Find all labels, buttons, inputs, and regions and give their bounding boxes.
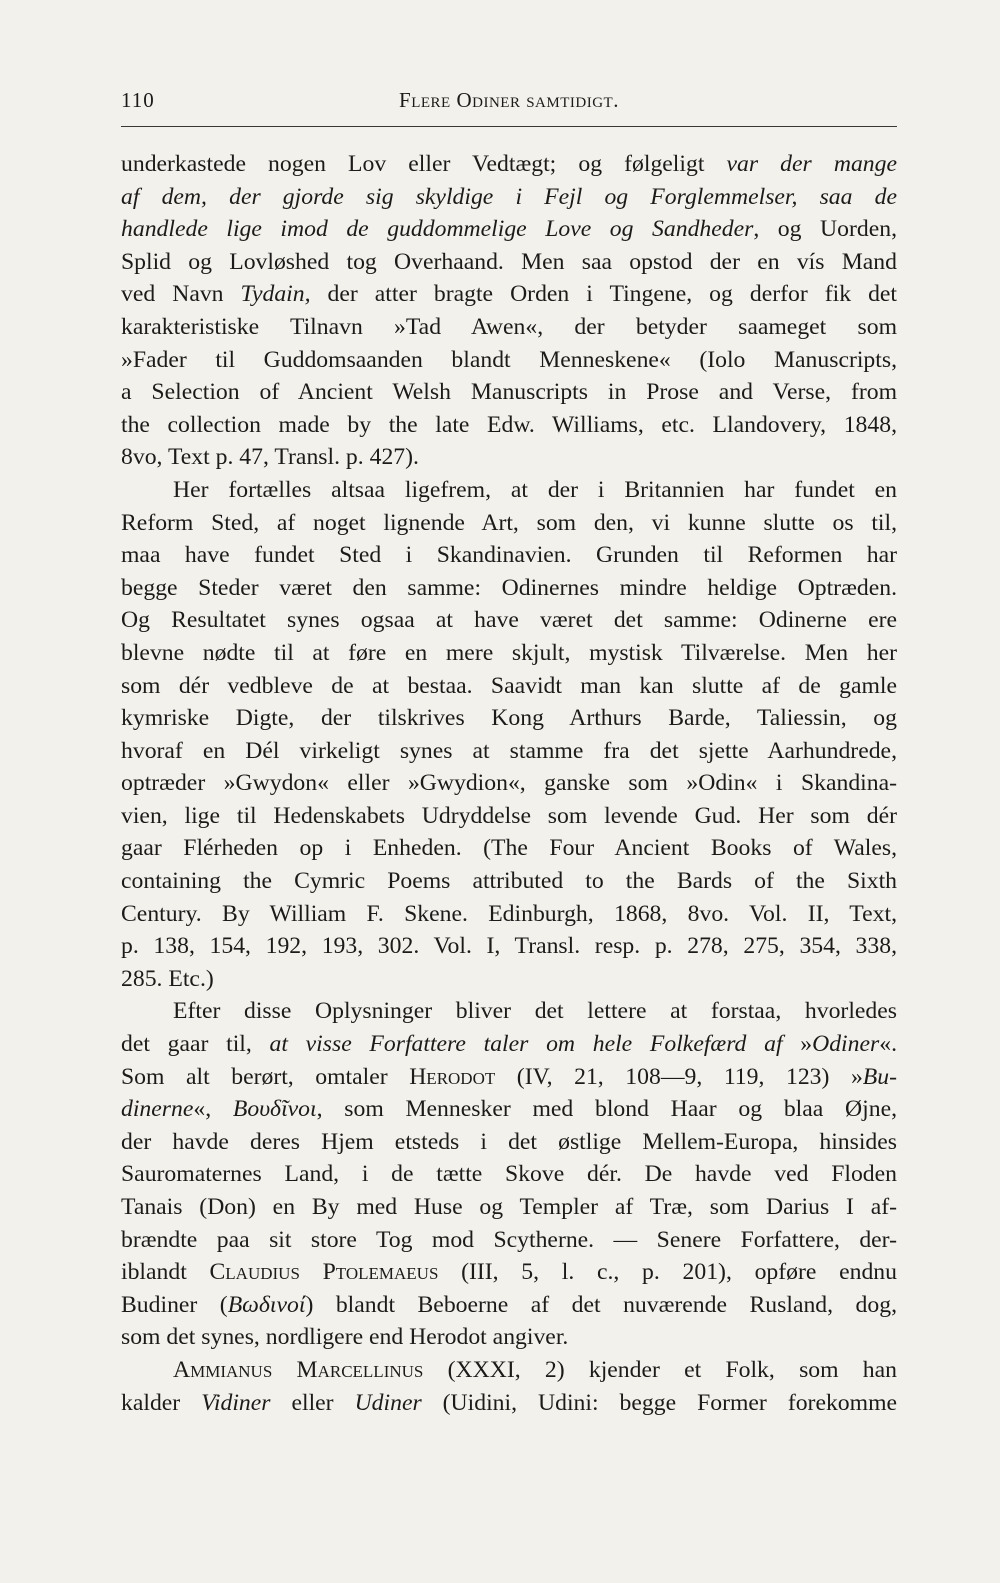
text-segment: Budiner (	[121, 1291, 228, 1318]
text-line	[121, 1061, 897, 1094]
italic-text: dinerne	[121, 1096, 194, 1123]
text-line	[121, 1354, 897, 1387]
text-segment: det gaar til,	[121, 1031, 270, 1058]
text-line	[121, 767, 897, 800]
text-line	[121, 930, 897, 963]
italic-text: af dem, der gjorde sig skyldige i Fejl og Forglemmelser, saa de	[121, 183, 897, 210]
text-line	[121, 735, 897, 768]
text-segment: eller	[270, 1389, 355, 1416]
text-line	[121, 148, 897, 181]
text-segment: containing the Cymric Poems attributed to the Bards of the Sixth	[121, 868, 897, 895]
text-segment: Splid og Lovløshed tog Overhaand. Men saa opstod der en vís Mand	[121, 248, 897, 275]
page-header	[121, 88, 897, 122]
text-line	[121, 1321, 897, 1354]
italic-text: Vidiner	[201, 1389, 271, 1416]
text-segment: 8vo, Text p. 47, Transl. p. 427).	[121, 444, 419, 471]
text-segment: som dér vedbleve de at bestaa. Saavidt man kan slutte af de gamle	[121, 672, 897, 699]
text-segment: Century. By William F. Skene. Edinburgh, 1868, 8vo. Vol. II, Text,	[121, 900, 897, 927]
italic-text: var der mange	[726, 151, 897, 177]
text-segment: a Selection of Ancient Welsh Manuscripts in Prose and Verse, from	[121, 379, 897, 406]
text-segment: , som Mennesker med blond Haar og blaa Øjne,	[316, 1096, 897, 1123]
text-segment: »Fader til Guddomsaanden blandt Menneskene« (Iolo Manuscripts,	[121, 346, 897, 373]
text-segment: , og Uorden,	[753, 216, 897, 243]
text-segment: Efter disse Oplysninger bliver det lettere at forstaa, hvorledes	[173, 998, 897, 1025]
text-line	[121, 507, 897, 540]
text-segment: der atter bragte Orden i Tingene, og derfor fik det	[310, 281, 898, 308]
text-segment: (Uidini, Udini: begge Former forekomme	[421, 1389, 898, 1416]
text-line	[121, 181, 897, 214]
text-line	[121, 539, 897, 572]
italic-text: Odiner	[812, 1031, 880, 1058]
text-segment: iblandt	[121, 1259, 210, 1286]
text-line	[121, 604, 897, 637]
text-line	[121, 1093, 897, 1126]
text-line	[121, 898, 897, 931]
text-line	[121, 409, 897, 442]
text-line	[121, 637, 897, 670]
text-line	[121, 1028, 897, 1061]
text-line	[121, 1256, 897, 1289]
text-line	[121, 1191, 897, 1224]
text-line	[121, 963, 897, 996]
text-segment: «,	[193, 1096, 233, 1123]
text-segment: underkastede nogen Lov eller Vedtægt; og følgeligt	[121, 151, 727, 177]
text-line	[121, 213, 897, 246]
text-segment: (III, 5, l. c., p. 201), opføre endnu	[438, 1259, 897, 1286]
text-line	[121, 832, 897, 865]
text-line	[121, 278, 897, 311]
text-segment: der havde deres Hjem etsteds i det østlige Mellem-Europa, hinsides	[121, 1128, 897, 1155]
running-title: Flere Odiner samtidigt.	[399, 88, 619, 112]
text-line	[121, 1126, 897, 1159]
small-caps-name: Ammianus Marcellinus	[173, 1356, 424, 1383]
italic-text: Bu-	[862, 1063, 897, 1090]
italic-text: at visse Forfattere taler om hele Folkefærd af	[269, 1031, 783, 1058]
header-rule	[121, 126, 897, 127]
text-segment: begge Steder været den samme: Odinernes mindre heldige Optræden.	[121, 574, 897, 601]
text-line	[121, 1224, 897, 1257]
text-segment: maa have fundet Sted i Skandinavien. Grunden til Reformen har	[121, 542, 897, 569]
text-line	[121, 376, 897, 409]
text-line	[121, 670, 897, 703]
text-segment: kalder	[121, 1389, 202, 1416]
text-segment: p. 138, 154, 192, 193, 302. Vol. I, Transl. resp. p. 278, 275, 354, 338,	[121, 933, 897, 960]
text-line	[121, 572, 897, 605]
text-segment: Som alt berørt, omtaler	[121, 1063, 410, 1090]
text-segment: ved Navn	[121, 281, 241, 308]
italic-text: Udiner	[354, 1389, 422, 1416]
text-segment: (IV, 21, 108—9, 119, 123) »	[495, 1063, 863, 1090]
text-line	[121, 1289, 897, 1322]
text-line	[121, 800, 897, 833]
text-segment: gaar Flérheden op i Enheden. (The Four Ancient Books of Wales,	[121, 835, 897, 862]
text-segment: optræder »Gwydon« eller »Gwydion«, ganske som »Odin« i Skandina-	[121, 770, 897, 797]
text-line	[121, 1387, 897, 1420]
text-segment: vien, lige til Hedenskabets Udryddelse som levende Gud. Her som dér	[121, 802, 897, 829]
text-line	[121, 702, 897, 735]
body-text	[121, 148, 897, 1419]
italic-text: Βουδῖνοι	[232, 1096, 317, 1123]
text-segment: kymriske Digte, der tilskrives Kong Arthurs Barde, Taliessin, og	[121, 705, 897, 732]
text-segment: brændte paa sit store Tog mod Scytherne. — Senere Forfattere, der-	[121, 1226, 897, 1253]
text-segment: Reform Sted, af noget lignende Art, som den, vi kunne slutte os til,	[121, 509, 897, 536]
text-segment: the collection made by the late Edw. Williams, etc. Llandovery, 1848,	[121, 411, 897, 438]
text-line	[121, 441, 897, 474]
text-line	[121, 865, 897, 898]
text-line	[121, 344, 897, 377]
text-segment: Her fortælles altsaa ligefrem, at der i Britannien har fundet en	[173, 476, 897, 503]
text-segment: karakteristiske Tilnavn »Tad Awen«, der betyder saameget som	[121, 313, 897, 340]
small-caps-name: Claudius Ptolemaeus	[209, 1259, 439, 1286]
text-line	[121, 995, 897, 1028]
italic-text: handlede lige imod de guddommelige Love og Sandheder	[121, 216, 754, 243]
italic-text: Tydain,	[240, 281, 311, 308]
text-line	[121, 474, 897, 507]
text-segment: som det synes, nordligere end Herodot angiver.	[121, 1324, 569, 1351]
text-line	[121, 246, 897, 279]
small-caps-name: Herodot	[409, 1063, 496, 1090]
text-segment: 285. Etc.)	[121, 965, 214, 992]
italic-text: Βωδινοί	[227, 1291, 306, 1318]
text-segment: «.	[879, 1031, 897, 1058]
text-segment: ) blandt Beboerne af det nuværende Rusland, dog,	[305, 1291, 898, 1318]
text-segment: hvoraf en Dél virkeligt synes at stamme fra det sjette Aarhundrede,	[121, 737, 897, 764]
text-line	[121, 311, 897, 344]
text-line	[121, 1158, 897, 1191]
text-segment: Sauromaternes Land, i de tætte Skove dér. De havde ved Floden	[121, 1161, 897, 1188]
text-segment: (XXXI, 2) kjender et Folk, som han	[423, 1356, 897, 1383]
text-segment: Og Resultatet synes ogsaa at have været det samme: Odinerne ere	[121, 607, 897, 634]
text-segment: Tanais (Don) en By med Huse og Templer af Træ, som Darius I af-	[121, 1194, 897, 1220]
text-segment: »	[782, 1031, 813, 1058]
page-number: 110	[121, 88, 155, 112]
text-segment: blevne nødte til at føre en mere skjult, mystisk Tilværelse. Men her	[121, 639, 897, 666]
